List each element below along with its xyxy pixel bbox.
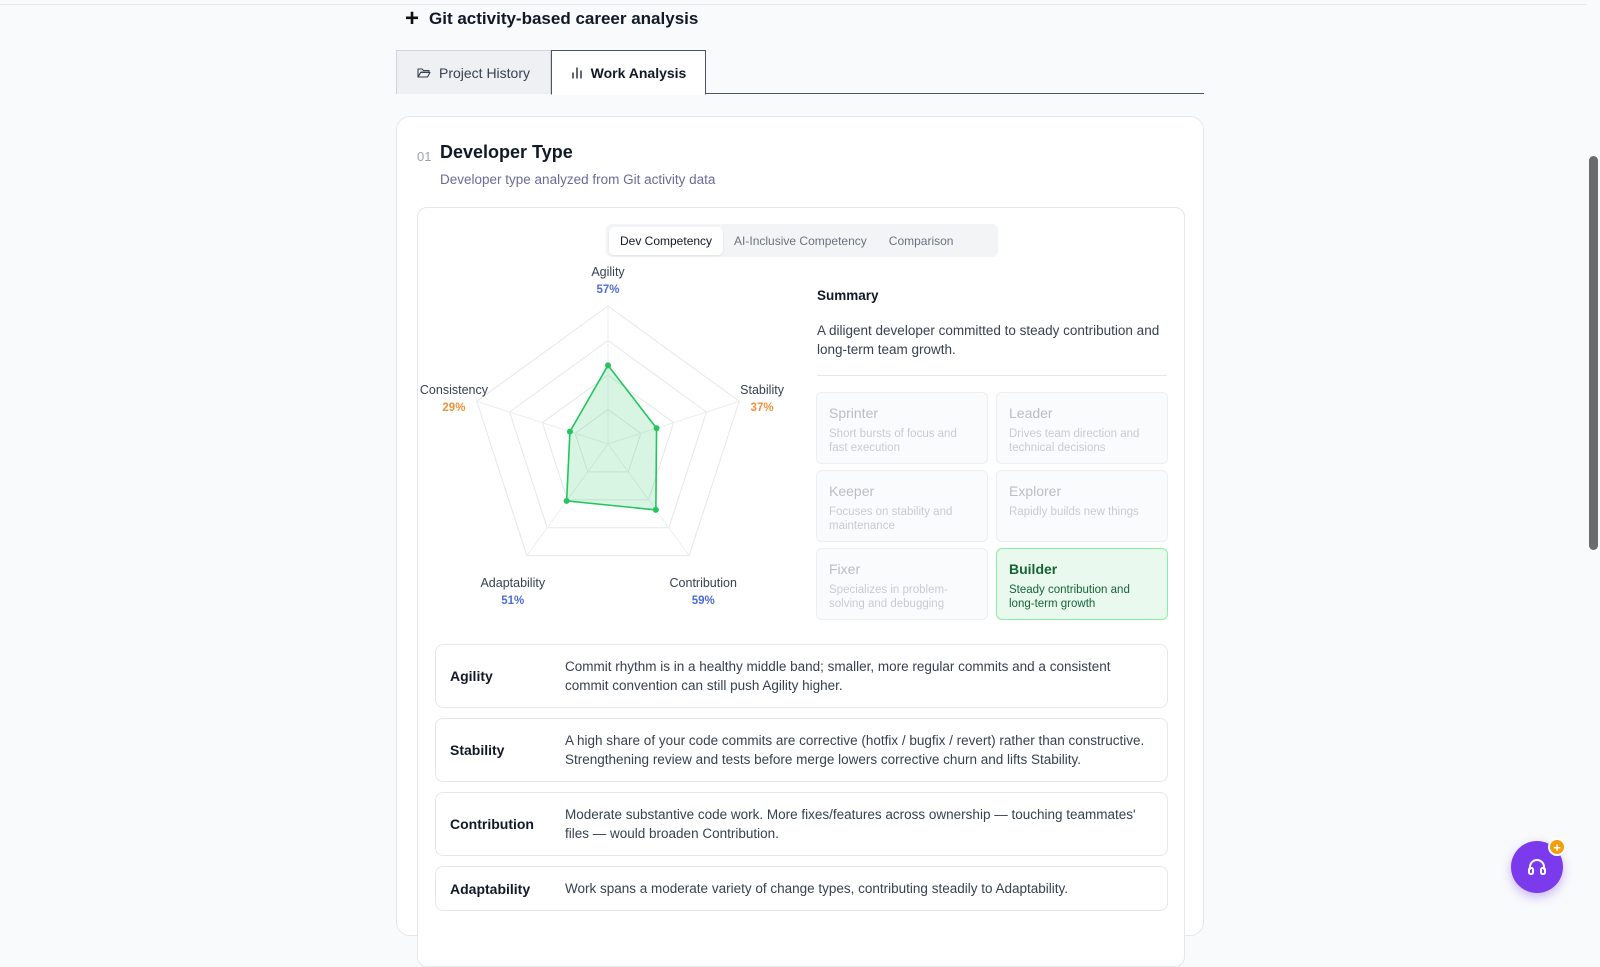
detail-text: A high share of your code commits are corrective (hotfix / bugfix / revert) rather than constructive. Strengthening review and tests before merge lowers corrective churn and lifts Stability. [565, 733, 1145, 767]
type-name: Builder [1009, 561, 1058, 577]
segment-ai-inclusive-competency[interactable]: AI-Inclusive Competency [734, 233, 867, 248]
detail-row-agility [435, 644, 1168, 708]
type-name: Sprinter [829, 405, 879, 421]
radar-value-label-stability: 37% [750, 401, 774, 414]
type-description: Focuses on stability and maintenance [829, 506, 953, 532]
segment-dev-competency[interactable]: Dev Competency [609, 227, 723, 255]
radar-point-contribution [653, 507, 659, 513]
competency-panel [417, 207, 1185, 967]
type-card-explorer[interactable] [996, 470, 1168, 542]
detail-text: Commit rhythm is in a healthy middle band; smaller, more regular commits and a consistent commit convention can still push Agility higher. [565, 659, 1111, 693]
type-card-leader[interactable] [996, 392, 1168, 464]
radar-point-consistency [567, 429, 573, 435]
page-header [405, 5, 699, 32]
radar-value-label-consistency: 29% [442, 401, 466, 414]
detail-key: Agility [450, 668, 493, 684]
detail-key: Stability [450, 742, 505, 758]
summary-text: A diligent developer committed to steady contribution and long-term team growth. [817, 323, 1160, 357]
radar-point-adaptability [564, 498, 570, 504]
radar-chart [419, 265, 788, 618]
support-chat-button[interactable] [1511, 841, 1563, 893]
folder-open-icon [417, 67, 431, 79]
type-description: Specializes in problem-solving and debugging [829, 584, 948, 610]
radar-axis-label-agility: Agility [591, 265, 625, 279]
radar-series-area [567, 365, 657, 510]
detail-key: Adaptability [450, 880, 531, 897]
developer-type-grid [816, 392, 1168, 620]
detail-key: Contribution [450, 816, 534, 832]
tab-project-history[interactable] [396, 50, 551, 94]
competency-details [435, 644, 1168, 921]
type-description: Short bursts of focus and fast execution [829, 428, 957, 454]
summary-divider [817, 375, 1167, 376]
type-card-sprinter[interactable] [816, 392, 988, 464]
tab-bar [396, 50, 1204, 94]
scrollbar-thumb[interactable] [1589, 156, 1598, 550]
type-name: Fixer [829, 561, 861, 577]
type-name: Keeper [829, 483, 875, 499]
type-card-fixer[interactable] [816, 548, 988, 620]
radar-value-label-agility: 57% [596, 284, 620, 296]
section-subtitle: Developer type analyzed from Git activity data [440, 172, 716, 187]
section-title: Developer Type [440, 142, 573, 162]
type-description: Rapidly builds new things [1009, 506, 1139, 518]
type-card-keeper[interactable] [816, 470, 988, 542]
section-number: 01 [417, 149, 432, 164]
summary-block [817, 288, 1167, 376]
radar-point-agility [605, 362, 611, 368]
developer-type-card [396, 116, 1204, 936]
radar-point-stability [654, 425, 660, 431]
type-description: Steady contribution and long-term growth [1009, 584, 1130, 610]
radar-value-label-contribution: 59% [691, 595, 715, 608]
type-description: Drives team direction and technical decisions [1009, 428, 1140, 454]
radar-value-label-adaptability: 51% [501, 595, 525, 608]
tab-label: Work Analysis [590, 64, 687, 81]
type-card-builder[interactable] [996, 548, 1168, 620]
bar-chart-icon [571, 67, 583, 79]
radar-axis-label-contribution: Contribution [669, 576, 737, 591]
tab-work-analysis[interactable] [551, 50, 706, 95]
page-scrollbar[interactable] [1586, 0, 1600, 912]
detail-row-stability [435, 718, 1168, 782]
detail-text: Moderate substantive code work. More fixes/features across ownership — touching teammates' files — would broaden Contribution. [565, 807, 1136, 841]
notification-badge: + [1548, 838, 1566, 856]
detail-text: Work spans a moderate variety of change types, contributing steadily to Adaptability. [565, 881, 1069, 896]
plus-icon[interactable]: + [405, 5, 420, 32]
top-divider [0, 4, 1586, 5]
segment-comparison[interactable]: Comparison [888, 233, 954, 248]
radar-axis-label-consistency: Consistency [419, 382, 488, 397]
summary-heading: Summary [817, 288, 879, 303]
detail-row-adaptability [435, 866, 1168, 911]
type-name: Explorer [1009, 483, 1062, 499]
radar-axis-label-stability: Stability [740, 382, 784, 397]
radar-axis-label-adaptability: Adaptability [480, 576, 546, 591]
competency-segmented-control [606, 224, 998, 257]
page-title: Git activity-based career analysis [429, 9, 699, 28]
type-name: Leader [1009, 405, 1053, 421]
tab-label: Project History [438, 64, 531, 81]
detail-row-contribution [435, 792, 1168, 856]
headset-icon [1526, 856, 1548, 878]
